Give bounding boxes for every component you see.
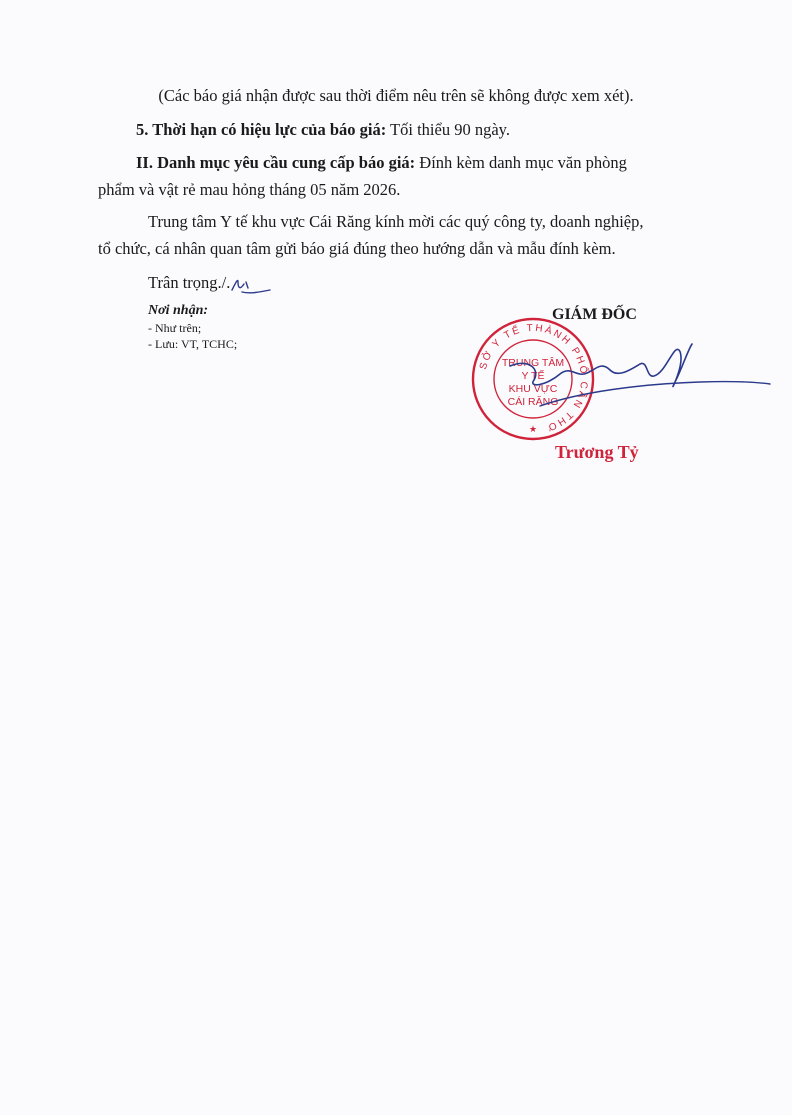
item-5-label: 5. Thời hạn có hiệu lực của báo giá: <box>136 120 387 139</box>
section-2-cont-text: phẩm và vật rẻ mau hỏng tháng 05 năm 2026. <box>98 180 401 199</box>
deadline-note-text: (Các báo giá nhận được sau thời điểm nêu trên sẽ không được xem xét). <box>158 86 634 105</box>
seal-inner-line: Y TẾ <box>521 370 545 382</box>
seal-inner-line: CÁI RĂNG <box>507 396 559 408</box>
invite-line-2: tổ chức, cá nhân quan tâm gửi báo giá đúng theo hướng dẫn và mẫu đính kèm. <box>98 239 616 258</box>
signer-name: Trương Tỷ <box>555 442 639 462</box>
svg-text:★: ★ <box>528 425 538 435</box>
paragraph-item-5 <box>0 120 792 140</box>
paragraph-closing <box>0 273 792 293</box>
paragraph-section-2-cont <box>0 180 792 200</box>
closing-text: Trân trọng./. <box>148 273 231 292</box>
paragraph-invite-cont <box>0 239 792 259</box>
paragraph-section-2 <box>0 153 792 173</box>
recipient-item: - Như trên; <box>148 321 202 335</box>
recipient-item: - Lưu: VT, TCHC; <box>148 337 238 351</box>
handwritten-signature-icon <box>470 330 780 420</box>
item-5-text: Tối thiểu 90 ngày. <box>386 120 510 139</box>
seal-outer-text: SỞ Y TẾ THÀNH PHỐ CẦN THƠ <box>477 322 590 434</box>
signature-title: GIÁM ĐỐC <box>552 306 637 323</box>
section-2-label: II. Danh mục yêu cầu cung cấp báo giá: <box>136 153 416 172</box>
invite-line-1: Trung tâm Y tế khu vực Cái Răng kính mời các quý công ty, doanh nghiệp, <box>148 212 644 231</box>
seal-inner-line: KHU VỰC <box>508 383 558 395</box>
initial-mark-icon <box>226 272 276 298</box>
paragraph-invite <box>0 212 792 232</box>
recipients-title: Nơi nhận: <box>148 303 209 318</box>
seal-inner-line: TRUNG TÂM <box>501 357 565 369</box>
section-2-text: Đính kèm danh mục văn phòng <box>415 153 627 172</box>
paragraph-deadline-note <box>0 86 792 106</box>
